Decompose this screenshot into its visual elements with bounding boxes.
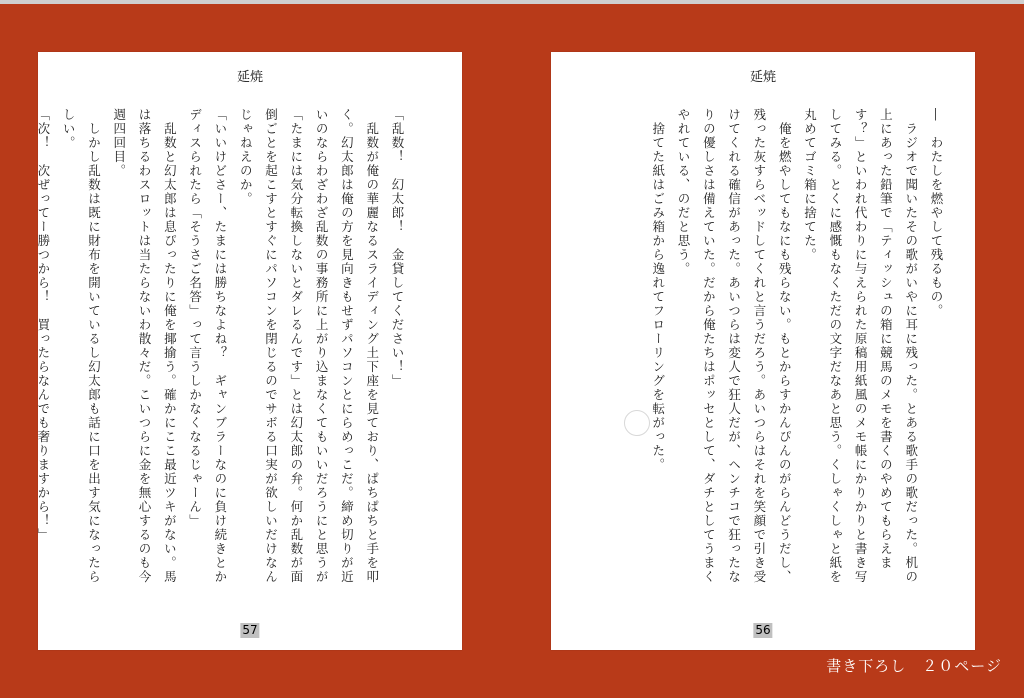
page-title: 延焼: [236, 70, 263, 85]
top-bar: [0, 0, 1024, 4]
book-page-right: [551, 52, 975, 650]
book-page-left: [35, 52, 462, 650]
page-number: 56: [755, 623, 771, 637]
page-body-text: ― わたしを燃やして残るもの。 ラジオで聞いたその歌がいやに耳に残った。とある歌手の歌だった。机の上にあった鉛筆で「ティッシュの箱に競馬のメモを書くのやめてもらえます？」といわれ代わりに与えられた原稿用紙風のメモ帳にかりかりと書き写してみる。とくに感慨もなくただの文字だなあと思う。くしゃくしゃと紙を丸めてゴミ箱に捨てた。 俺を燃やしてもなにも残らない。もとからすかんぴんのがらんどうだし、残った灰すらベッドしてくれと言うだろう。あいつらはそれを笑顔で引き受けてくれる確信があった。あいつらは変人で狂人だが、ヘンチコで狂ったなりの優しさは備えていた。だから俺たちはポッセとして、ダチとしてうまくやれている、のだと思う。 捨てた紙はごみ箱から逸れてフローリングを転がった。: [650, 108, 944, 584]
loading-spinner-icon: [624, 410, 650, 436]
footer-caption: 書き下ろし ２０ページ: [826, 657, 1002, 675]
page-number: 57: [242, 623, 258, 637]
page-title: 延焼: [749, 70, 776, 85]
page-body-text: 「乱数！ 幻太郎！ 金貸してください！」 乱数が俺の華麗なるスライディング土下座を見ており、ぱちぱちと手を叩く。幻太郎は俺の方を見向きもせずパソコンとにらめっこだ。締め切りが近いのならわざわざ乱数の事務所に上がり込まなくてもいいだろうにと思うが「たまには気分転換しないとダレるんです」とは幻太郎の弁。何か乱数が面倒ごとを起こすとすぐにパソコンを閉じるのでサボる口実が欲しいだけなんじゃねえのか。 「いいけどさー、たまには勝ちなよね？ ギャンブラーなのに負け続きとかディスられたら「そうさご名答」って言うしかなくなるじゃーん」 乱数と幻太郎は息ぴったりに俺を揶揄う。確かにここ最近ツキがない。馬は落ちるわスロットは当たらないわ散々だ。こいつらに金を無心するのも今週四回目。 しかし乱数は既に財布を開いているし幻太郎も話に口を出す気になったらしい。 「次！ 次ぜってー勝つから！ 買ったらなんでも奢りますから！」: [35, 108, 405, 584]
